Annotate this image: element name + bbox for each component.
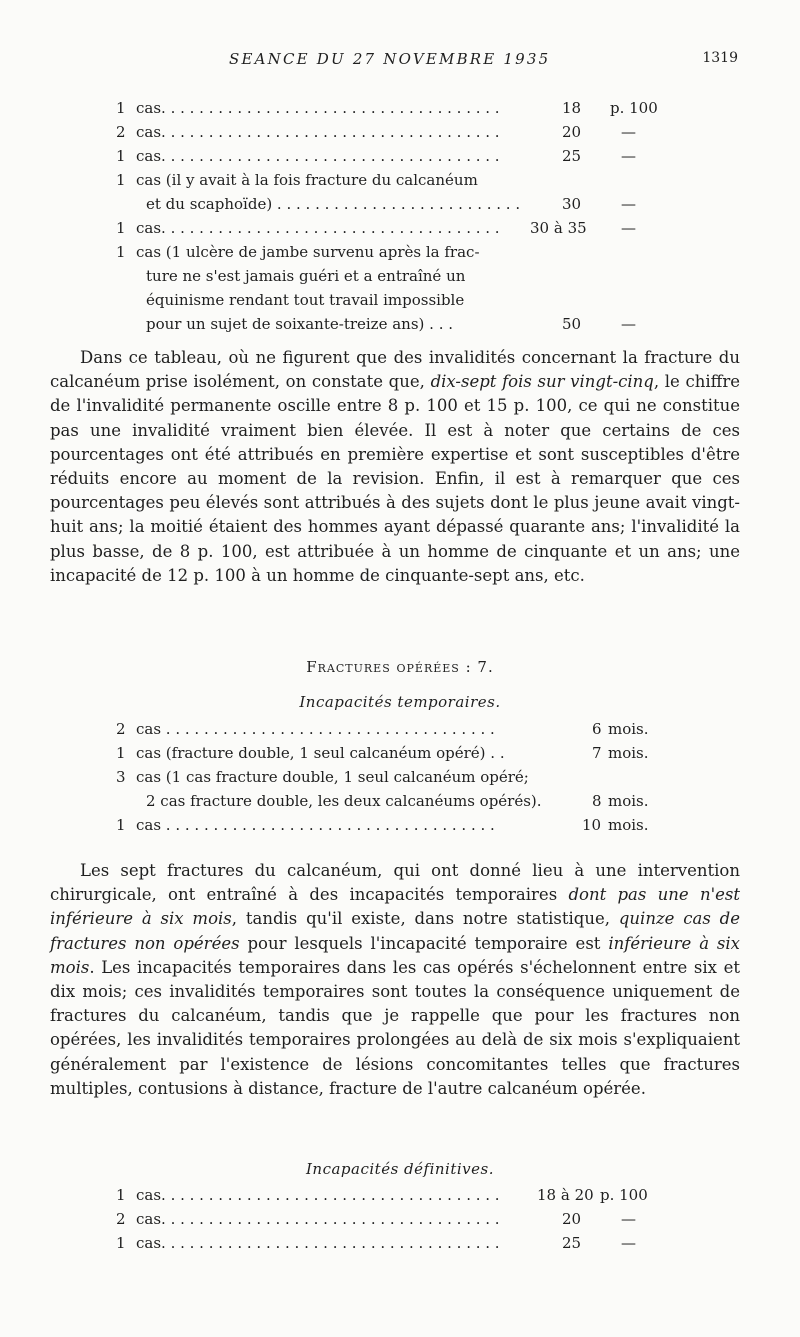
case-value: 18 [562, 99, 582, 117]
case-count: 1 [116, 744, 126, 762]
section-subheading: Incapacités temporaires. [299, 693, 501, 711]
case-unit: mois. [608, 744, 649, 762]
paragraph-text: , le chiffre de l'invalidité permanente oscille entre 8 p. 100 et 15 p. 100, ce qui ne constitue pas une invalidité vraiment bien élevée. Il est à noter que certains de ces pourcentages ont été attribués en première expertise et sont susceptibles d'être réduits encore au moment de la revision. Enfin, il est à remarquer que ces pourcentages peu élevés sont attribués à des sujets dont le plus jeune avait vingt-huit ans; la moitié étaient des hommes ayant dépassé quarante ans; l'invalidité la plus basse, de 8 p. 100, est attribuée à un homme de cinquante et un ans; une incapacité de 12 p. 100 à un homme de cinquante-sept ans, etc. [50, 372, 741, 585]
case-unit: — [621, 315, 636, 333]
case-label: cas (fracture double, 1 seul calcanéum opéré) . . [136, 744, 505, 762]
case-label: cas. . . . . . . . . . . . . . . . . . . . . . . . . . . . . . . . . . . . [136, 147, 500, 165]
case-label: cas . . . . . . . . . . . . . . . . . . . . . . . . . . . . . . . . . . . [136, 720, 495, 738]
case-label: cas. . . . . . . . . . . . . . . . . . . . . . . . . . . . . . . . . . . . [136, 99, 500, 117]
case-value: 8 [592, 792, 602, 810]
table-row [116, 216, 656, 240]
case-label-continued: équinisme rendant tout travail impossible [146, 291, 465, 309]
table-row [116, 192, 656, 216]
case-unit: — [621, 1210, 636, 1228]
table-row [116, 120, 656, 144]
case-count: 1 [116, 147, 126, 165]
running-header [0, 50, 800, 74]
paragraph-text: , tandis qu'il existe, dans notre statistique, [231, 909, 619, 929]
case-label: cas. . . . . . . . . . . . . . . . . . . . . . . . . . . . . . . . . . . . [136, 1234, 500, 1252]
table-row [116, 765, 676, 789]
case-unit: mois. [608, 816, 649, 834]
page-number: 1319 [702, 50, 738, 66]
case-label-continued: ture ne s'est jamais guéri et a entraîné un [146, 267, 466, 285]
case-label: cas (il y avait à la fois fracture du calcanéum [136, 171, 478, 189]
emphasis-text: dont pas une n'est inférieure à six mois [50, 885, 740, 929]
case-label-continued: et du scaphoïde) . . . . . . . . . . . . . . . . . . . . . . . . . . [146, 195, 521, 213]
case-unit: — [621, 219, 636, 237]
header-title: SEANCE DU 27 NOVEMBRE 1935 [229, 50, 551, 68]
case-count: 1 [116, 1234, 126, 1252]
case-value: 50 [562, 315, 582, 333]
case-unit: — [621, 1234, 636, 1252]
case-count: 2 [116, 720, 126, 738]
emphasis-text: dix-sept fois sur vingt-cinq [430, 372, 654, 392]
temporary-incapacity-table [116, 717, 676, 837]
case-unit: mois. [608, 792, 649, 810]
case-count: 1 [116, 816, 126, 834]
paragraph-text: Les sept fractures du calcanéum, qui ont donné lieu à une intervention chirurgicale, ont entraîné à des incapacités temporaires [50, 861, 740, 905]
case-count: 2 [116, 1210, 126, 1228]
case-value: 25 [562, 1234, 582, 1252]
case-unit: — [621, 123, 636, 141]
table-row [116, 96, 656, 120]
body-paragraph [50, 859, 740, 1101]
case-count: 1 [116, 219, 126, 237]
case-count: 3 [116, 768, 126, 786]
body-paragraph [50, 346, 740, 588]
case-unit: p. 100 [610, 99, 658, 117]
table-row [116, 1207, 656, 1231]
case-label-continued: 2 cas fracture double, les deux calcanéums opérés). [146, 792, 542, 810]
table-row [116, 717, 676, 741]
table-row [116, 741, 676, 765]
case-label: cas. . . . . . . . . . . . . . . . . . . . . . . . . . . . . . . . . . . . [136, 123, 500, 141]
paragraph-text: Dans ce tableau, où ne figurent que des invalidités concernant la fracture du calcanéum prise isolément, on constate que, [50, 348, 740, 392]
case-value: 25 [562, 147, 582, 165]
case-value: 20 [562, 1210, 582, 1228]
case-value: 10 [582, 816, 602, 834]
case-label: cas (1 ulcère de jambe survenu après la frac- [136, 243, 480, 261]
case-value: 7 [592, 744, 602, 762]
case-count: 2 [116, 123, 126, 141]
invalidity-table [116, 96, 656, 336]
emphasis-text: inférieure à six mois [50, 933, 740, 977]
table-row [116, 144, 656, 168]
case-count: 1 [116, 243, 126, 261]
case-label: cas. . . . . . . . . . . . . . . . . . . . . . . . . . . . . . . . . . . . [136, 1186, 500, 1204]
table-row [116, 264, 656, 288]
definitive-incapacity-table [116, 1183, 656, 1255]
table-row [116, 168, 656, 192]
case-value: 18 à 20 [537, 1186, 594, 1204]
case-label: cas . . . . . . . . . . . . . . . . . . . . . . . . . . . . . . . . . . . [136, 816, 495, 834]
table-row [116, 240, 656, 264]
case-unit: — [621, 195, 636, 213]
table-row [116, 1183, 656, 1207]
case-count: 1 [116, 99, 126, 117]
case-count: 1 [116, 171, 126, 189]
table-row [116, 789, 676, 813]
case-label: cas. . . . . . . . . . . . . . . . . . . . . . . . . . . . . . . . . . . . [136, 1210, 500, 1228]
emphasis-text: quinze cas de fractures non opérées [50, 909, 740, 953]
case-value: 30 [562, 195, 582, 213]
section-heading: Fractures opérées : 7. [306, 658, 494, 676]
case-unit: p. 100 [600, 1186, 648, 1204]
paragraph-text: pour lesquels l'incapacité temporaire est [239, 933, 609, 953]
case-label: cas. . . . . . . . . . . . . . . . . . . . . . . . . . . . . . . . . . . . [136, 219, 500, 237]
case-unit: — [621, 147, 636, 165]
case-unit: mois. [608, 720, 649, 738]
paragraph-text: . Les incapacités temporaires dans les cas opérés s'échelonnent entre six et dix mois; ces invalidités temporaires sont toutes la conséquence uniquement de fractures du calcanéum, tandis que je rappelle que pour les fractures non opérées, les invalidités temporaires prolongées au delà de six mois s'expliquaient généralement par l'existence de lésions concomitantes telles que fractures multiples, contusions à distance, fracture de l'autre calcanéum opérée. [50, 957, 740, 1098]
table-row [116, 1231, 656, 1255]
table-row [116, 813, 676, 837]
case-value: 6 [592, 720, 602, 738]
case-label-continued: pour un sujet de soixante-treize ans) . . . [146, 315, 453, 333]
section-subheading: Incapacités définitives. [306, 1160, 494, 1178]
case-value: 30 à 35 [530, 219, 587, 237]
case-value: 20 [562, 123, 582, 141]
table-row [116, 288, 656, 312]
case-label: cas (1 cas fracture double, 1 seul calcanéum opéré; [136, 768, 529, 786]
case-count: 1 [116, 1186, 126, 1204]
table-row [116, 312, 656, 336]
